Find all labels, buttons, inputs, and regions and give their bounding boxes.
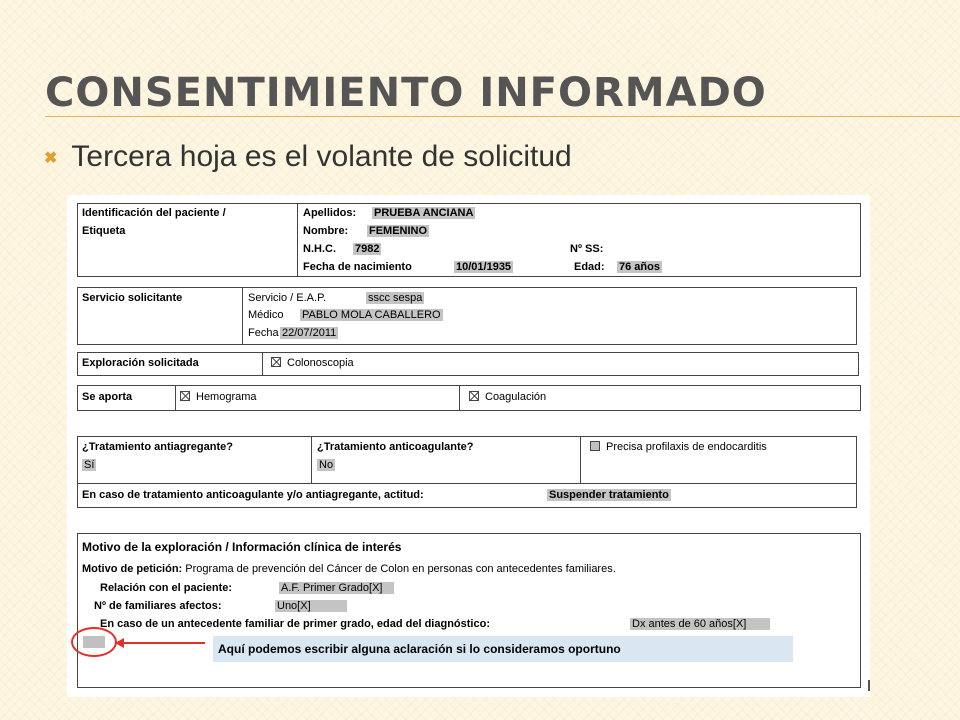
profilaxis-label: Precisa profilaxis de endocarditis <box>606 441 767 453</box>
checkbox-checked-icon <box>180 391 190 401</box>
profilaxis-checkbox[interactable] <box>590 440 767 454</box>
bullet-text: Tercera hoja es el volante de solicitud <box>71 140 572 173</box>
checkbox-checked-icon <box>271 357 281 367</box>
apellidos-label: Apellidos: <box>303 207 357 219</box>
bullet-item <box>44 140 572 174</box>
service-section-label: Servicio solicitante <box>82 292 183 304</box>
fecha-nacimiento-label: Fecha de nacimiento <box>303 261 412 273</box>
slide-title: CONSENTIMIENTO INFORMADO <box>45 70 767 116</box>
servicio-value: sscc sespa <box>368 292 423 304</box>
anticoagulante-label: ¿Tratamiento anticoagulante? <box>317 441 474 453</box>
coagulacion-label: Coagulación <box>485 391 547 403</box>
checkbox-checked-icon <box>469 391 479 401</box>
title-divider <box>45 116 960 117</box>
patient-section-label-2: Etiqueta <box>82 225 126 237</box>
actitud-value: Suspender tratamiento <box>549 489 669 501</box>
request-form-image <box>67 195 870 697</box>
fecha-nacimiento-value: 10/01/1935 <box>456 261 512 273</box>
actitud-label: En caso de tratamiento anticoagulante y/o antiagregante, actitud: <box>82 489 424 501</box>
antecedente-value: Dx antes de 60 años[X] <box>630 618 770 630</box>
provided-label: Se aporta <box>82 391 133 403</box>
medico-value: PABLO MOLA CABALLERO <box>302 309 441 321</box>
fecha-value: 22/07/2011 <box>282 327 337 339</box>
familiares-label: Nº de familiares afectos: <box>94 600 222 612</box>
anticoagulante-value: No <box>319 459 334 471</box>
antiagregante-label: ¿Tratamiento antiagregante? <box>82 441 233 453</box>
relacion-value: A.F. Primer Grado[X] <box>279 582 394 594</box>
edad-value: 76 años <box>619 261 660 273</box>
reason-header: Motivo de la exploración / Información clínica de interés <box>82 540 402 554</box>
motivo-label: Motivo de petición: <box>82 563 183 575</box>
edad-label: Edad: <box>574 261 605 273</box>
annotation-note: Aquí podemos escribir alguna aclaración si lo consideramos oportuno <box>213 636 793 662</box>
service-section <box>77 287 857 345</box>
edge-mark <box>868 680 870 691</box>
nhc-label: N.H.C. <box>303 243 336 255</box>
nss-label: Nº SS: <box>570 243 604 255</box>
patient-section-label: Identificación del paciente / <box>82 207 226 219</box>
nhc-value: 7982 <box>355 243 380 255</box>
annotation-circle <box>71 627 117 657</box>
nombre-label: Nombre: <box>303 225 349 237</box>
arrow-left-icon <box>115 638 124 648</box>
annotation-arrow <box>119 642 205 644</box>
colonoscopia-checkbox[interactable] <box>271 356 354 370</box>
servicio-label: Servicio / E.A.P. <box>248 292 327 304</box>
familiares-value: Uno[X] <box>275 600 347 612</box>
apellidos-value: PRUEBA ANCIANA <box>374 207 474 219</box>
exploration-label: Exploración solicitada <box>82 357 199 369</box>
hemograma-checkbox[interactable] <box>180 390 257 404</box>
medico-label: Médico <box>248 309 284 321</box>
nombre-value: FEMENINO <box>369 225 428 237</box>
antiagregante-value: Sí <box>84 459 95 471</box>
fecha-label: Fecha <box>248 327 279 339</box>
motivo-value: Programa de prevención del Cáncer de Colon en personas con antecedentes familiares. <box>185 563 616 575</box>
colonoscopia-label: Colonoscopia <box>287 357 354 369</box>
hemograma-label: Hemograma <box>196 391 257 403</box>
coagulacion-checkbox[interactable] <box>469 390 546 404</box>
antecedente-label: En caso de un antecedente familiar de primer grado, edad del diagnóstico: <box>100 618 490 630</box>
x-bullet-icon: ✖ <box>44 150 58 167</box>
checkbox-unchecked-icon <box>590 441 600 451</box>
relacion-label: Relación con el paciente: <box>100 582 233 594</box>
